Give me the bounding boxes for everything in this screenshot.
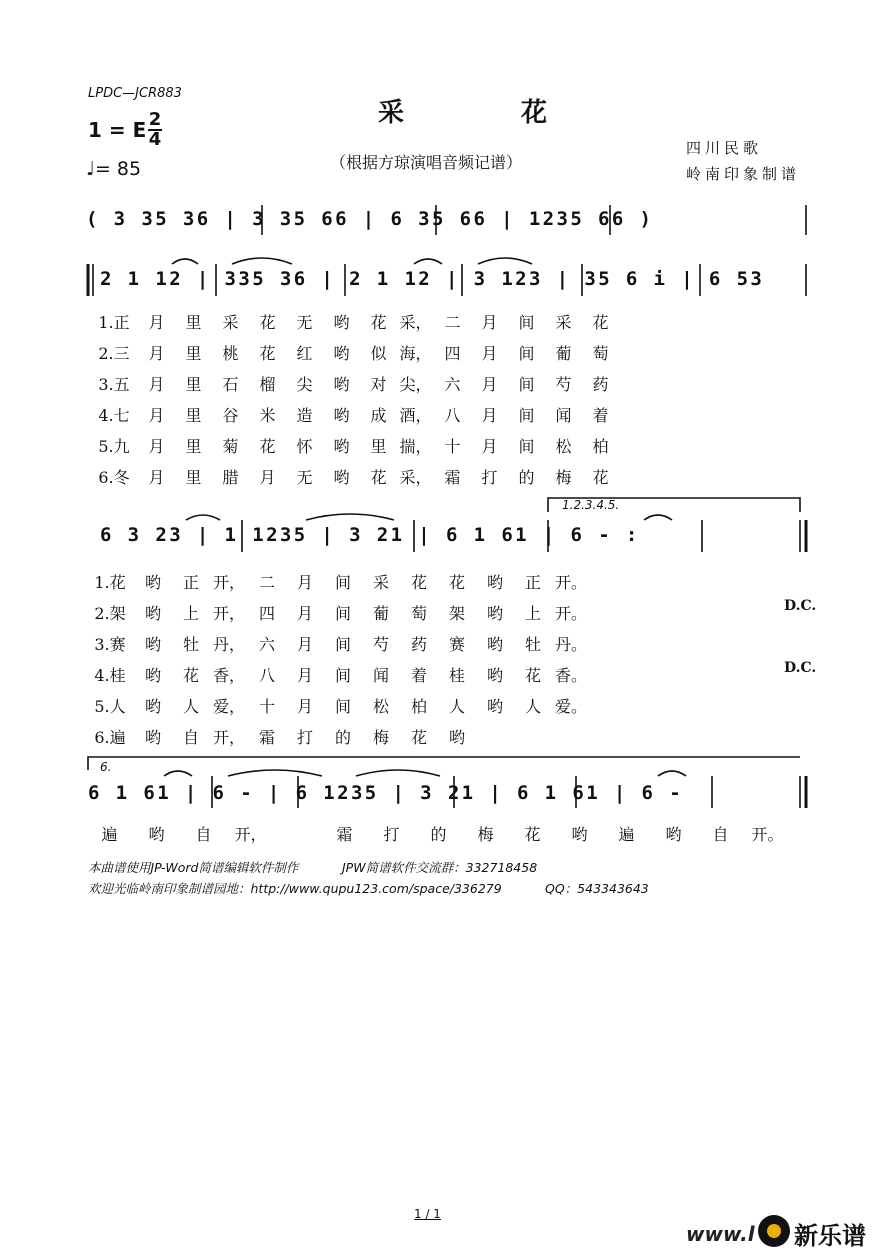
lyric-char: 石	[222, 375, 239, 394]
lyric-char: 打	[481, 468, 498, 487]
lyric-char: 腊	[222, 468, 239, 487]
lyric-char: 哟	[665, 825, 682, 844]
lyric-char: 2.三	[98, 344, 130, 363]
lyric-char: 酒，	[399, 406, 432, 425]
line1-notation: 2 1 12 | 335 36 | 2 1 12 | 3 123 | 35 6 i | 6 53	[100, 268, 765, 290]
footer-qq: QQ：543343643	[545, 881, 649, 896]
lyric-char: 花	[524, 666, 541, 685]
lyric-char: 开，	[212, 604, 245, 623]
lyric-char: 月	[481, 406, 498, 425]
footer-website: 欢迎光临岭南印象制谱园地：http://www.qupu123.com/space/336279	[88, 881, 502, 896]
lyric-char: 十	[444, 437, 461, 456]
line2-notation: 6 3 23 | 1 1235 | 3 21 | 6 1 61 | 6 - :	[100, 524, 640, 546]
lyric-char: 人	[182, 697, 199, 716]
lyric-char: 八	[444, 406, 461, 425]
lyric-char: 爱。	[554, 697, 587, 716]
dc-mark-verse2: D.C.	[784, 598, 817, 614]
lyric-char: 花	[524, 825, 541, 844]
arranger-credit: 岭南印象制谱	[686, 165, 801, 183]
lyric-char: 遍	[618, 825, 635, 844]
tempo-marking: ♩= 85	[86, 158, 142, 180]
lyric-char: 花	[592, 468, 609, 487]
lyric-char: 哟	[486, 604, 503, 623]
lyric-char: 1.花	[94, 573, 126, 592]
lyric-char: 采	[222, 313, 239, 332]
lyric-char: 桃	[222, 344, 239, 363]
lyric-char: 柏	[592, 437, 609, 456]
lyric-char: 6.遍	[94, 728, 126, 747]
lyric-char: 哟	[486, 635, 503, 654]
footer-software: 本曲谱使用JP-Word简谱编辑软件制作	[88, 860, 299, 875]
lyric-char: 开，	[212, 573, 245, 592]
lyric-char: 松	[372, 697, 389, 716]
lyric-char: 的	[430, 825, 447, 844]
lyric-char: 着	[592, 406, 609, 425]
lyric-char: 尖，	[399, 375, 432, 394]
lyric-char: 梅	[372, 728, 389, 747]
lyric-char: 梅	[477, 825, 494, 844]
lyric-char: 芍	[372, 635, 389, 654]
lyric-char: 爱，	[212, 697, 245, 716]
lyric-char: 4.桂	[94, 666, 126, 685]
watermark-url: www.l	[686, 1222, 755, 1246]
lyric-char: 哟	[486, 666, 503, 685]
lyric-char: 哟	[333, 344, 350, 363]
source-note: （根据方琼演唱音频记谱）	[330, 153, 523, 172]
key-signature: 1 = E	[88, 118, 147, 142]
lyric-char: 闻	[372, 666, 389, 685]
lyric-char: 间	[334, 666, 351, 685]
lyric-char: 上	[524, 604, 541, 623]
lyric-char: 似	[370, 344, 387, 363]
lyric-char: 里	[185, 344, 202, 363]
lyric-char: 的	[518, 468, 535, 487]
lyric-char: 造	[296, 406, 313, 425]
lyric-char: 里	[185, 375, 202, 394]
lyric-char: 无	[296, 468, 313, 487]
lyric-char: 六	[444, 375, 461, 394]
lyric-char: 菊	[222, 437, 239, 456]
lyric-char: 六	[258, 635, 275, 654]
lyric-char: 3.赛	[94, 635, 126, 654]
lyric-char: 花	[410, 573, 427, 592]
lyric-char: 里	[185, 406, 202, 425]
lyric-char: 里	[185, 313, 202, 332]
lyric-char: 花	[259, 344, 276, 363]
lyric-char: 牡	[182, 635, 199, 654]
lyric-char: 花	[448, 573, 465, 592]
lyric-char: 哟	[144, 573, 161, 592]
lyric-char: 霜	[444, 468, 461, 487]
lyric-char: 哟	[333, 313, 350, 332]
lyric-char: 哟	[144, 666, 161, 685]
lyric-char: 梅	[555, 468, 572, 487]
lyric-char: 米	[259, 406, 276, 425]
lyric-char: 哟	[144, 604, 161, 623]
lyric-char: 怀	[296, 437, 313, 456]
lyric-char: 柏	[410, 697, 427, 716]
lyric-char: 正	[524, 573, 541, 592]
lyric-char: 间	[334, 635, 351, 654]
lyric-char: 芍	[555, 375, 572, 394]
lyric-char: 里	[185, 468, 202, 487]
lyric-char: 哟	[333, 437, 350, 456]
lyric-char: 哟	[144, 697, 161, 716]
lyric-char: 月	[148, 468, 165, 487]
lyric-char: 四	[258, 604, 275, 623]
lyric-char: 开，	[212, 728, 245, 747]
lyric-char: 月	[481, 313, 498, 332]
lyric-char: 哟	[333, 468, 350, 487]
lyric-char: 二	[444, 313, 461, 332]
lyric-char: 哟	[333, 375, 350, 394]
time-signature: 2 4	[148, 109, 162, 150]
lyric-char: 遍	[101, 825, 118, 844]
lyric-char: 间	[518, 437, 535, 456]
lyric-char: 架	[448, 604, 465, 623]
lyric-char: 成	[370, 406, 387, 425]
lyric-char: 采	[555, 313, 572, 332]
page-number: 1 / 1	[414, 1207, 441, 1221]
watermark-brand: 新乐谱	[794, 1222, 866, 1250]
lyric-char: 里	[370, 437, 387, 456]
lyric-char: 人	[448, 697, 465, 716]
lyric-char: 月	[296, 604, 313, 623]
volta-2-label: 6.	[100, 760, 112, 774]
lyric-char: 海，	[399, 344, 432, 363]
origin-credit: 四川民歌	[686, 139, 763, 157]
lyric-char: 哟	[571, 825, 588, 844]
lyric-char: 上	[182, 604, 199, 623]
lyric-char: 霜	[336, 825, 353, 844]
lyric-char: 丹，	[212, 635, 245, 654]
lyric-char: 2.架	[94, 604, 126, 623]
lyric-char: 自	[712, 825, 729, 844]
lyric-char: 开。	[554, 604, 587, 623]
lyric-char: 葡	[555, 344, 572, 363]
lyric-char: 香。	[554, 666, 587, 685]
lyric-char: 间	[518, 375, 535, 394]
lyric-char: 月	[481, 375, 498, 394]
lyric-char: 月	[148, 437, 165, 456]
lyric-char: 开。	[554, 573, 587, 592]
lyric-char: 采	[372, 573, 389, 592]
lyric-char: 间	[518, 406, 535, 425]
lyric-char: 哟	[333, 406, 350, 425]
lyric-char: 正	[182, 573, 199, 592]
lyric-char: 牡	[524, 635, 541, 654]
lyric-char: 无	[296, 313, 313, 332]
lyric-char: 月	[296, 573, 313, 592]
lyric-char: 打	[296, 728, 313, 747]
line3-notation: 6 1 61 | 6 - | 6 1235 | 3 21 | 6 1 61 | 6 -	[88, 782, 684, 804]
lyric-char: 间	[334, 697, 351, 716]
lyric-char: 萄	[410, 604, 427, 623]
lyric-char: 谷	[222, 406, 239, 425]
lyric-char: 间	[518, 313, 535, 332]
lyric-char: 自	[195, 825, 212, 844]
lyric-char: 八	[258, 666, 275, 685]
lyric-char: 哟	[448, 728, 465, 747]
footer-group: JPW简谱软件交流群：332718458	[342, 860, 538, 875]
lyric-char: 月	[296, 697, 313, 716]
lyric-char: 榴	[259, 375, 276, 394]
intro-notation: ( 3 35 36 | 3 35 66 | 6 35 66 | 1235 66 )	[86, 208, 654, 230]
lyric-char: 间	[518, 344, 535, 363]
lyric-char: 月	[296, 635, 313, 654]
lyric-char: 月	[481, 437, 498, 456]
page-title: 采 花	[378, 98, 602, 128]
lyric-char: 药	[592, 375, 609, 394]
lyric-char: 月	[148, 406, 165, 425]
lyric-char: 花	[182, 666, 199, 685]
lyric-char: 二	[258, 573, 275, 592]
lyric-char: 哟	[486, 697, 503, 716]
lyric-char: 3.五	[98, 375, 130, 394]
lyric-char: 花	[592, 313, 609, 332]
lyric-char: 赛	[448, 635, 465, 654]
lyric-char: 药	[410, 635, 427, 654]
lyric-char: 哟	[486, 573, 503, 592]
lyric-char: 花	[370, 313, 387, 332]
lyric-char: 开。	[751, 825, 784, 844]
dc-mark-verse4: D.C.	[784, 660, 817, 676]
lyric-char: 采，	[399, 313, 432, 332]
lyric-char: 里	[185, 437, 202, 456]
lyric-char: 间	[334, 573, 351, 592]
lyric-char: 四	[444, 344, 461, 363]
lyric-char: 桂	[448, 666, 465, 685]
lyric-char: 间	[334, 604, 351, 623]
lyric-char: 的	[334, 728, 351, 747]
lyric-char: 花	[259, 437, 276, 456]
lyric-char: 5.人	[94, 697, 126, 716]
lyric-char: 月	[481, 344, 498, 363]
lyric-char: 揣，	[399, 437, 432, 456]
lyric-char: 月	[148, 313, 165, 332]
lyric-char: 哟	[144, 728, 161, 747]
lyric-char: 打	[383, 825, 400, 844]
lyric-char: 红	[296, 344, 313, 363]
lyric-char: 月	[259, 468, 276, 487]
lyric-char: 闻	[555, 406, 572, 425]
lyric-char: 哟	[148, 825, 165, 844]
lyric-char: 对	[370, 375, 387, 394]
volta-1-label: 1.2.3.4.5.	[562, 498, 620, 512]
lyric-char: 花	[370, 468, 387, 487]
lyric-char: 采，	[399, 468, 432, 487]
lyric-char: 十	[258, 697, 275, 716]
lyric-char: 人	[524, 697, 541, 716]
lyric-char: 月	[148, 375, 165, 394]
lyric-char: 萄	[592, 344, 609, 363]
lyric-char: 月	[148, 344, 165, 363]
lyric-char: 葡	[372, 604, 389, 623]
lyric-char: 丹。	[554, 635, 587, 654]
lyric-char: 哟	[144, 635, 161, 654]
lyric-char: 6.冬	[98, 468, 130, 487]
lyric-char: 尖	[296, 375, 313, 394]
lyric-char: 花	[259, 313, 276, 332]
lyric-char: 5.九	[98, 437, 130, 456]
lyric-char: 1.正	[98, 313, 130, 332]
lyric-char: 松	[555, 437, 572, 456]
score-code: LPDC—JCR883	[88, 86, 182, 101]
lyric-char: 香，	[212, 666, 245, 685]
lyric-char: 月	[296, 666, 313, 685]
lyric-char: 着	[410, 666, 427, 685]
lyric-char: 霜	[258, 728, 275, 747]
lyric-char: 4.七	[98, 406, 130, 425]
lyric-char: 自	[182, 728, 199, 747]
lyric-char: 开，	[234, 825, 267, 844]
lyric-char: 花	[410, 728, 427, 747]
